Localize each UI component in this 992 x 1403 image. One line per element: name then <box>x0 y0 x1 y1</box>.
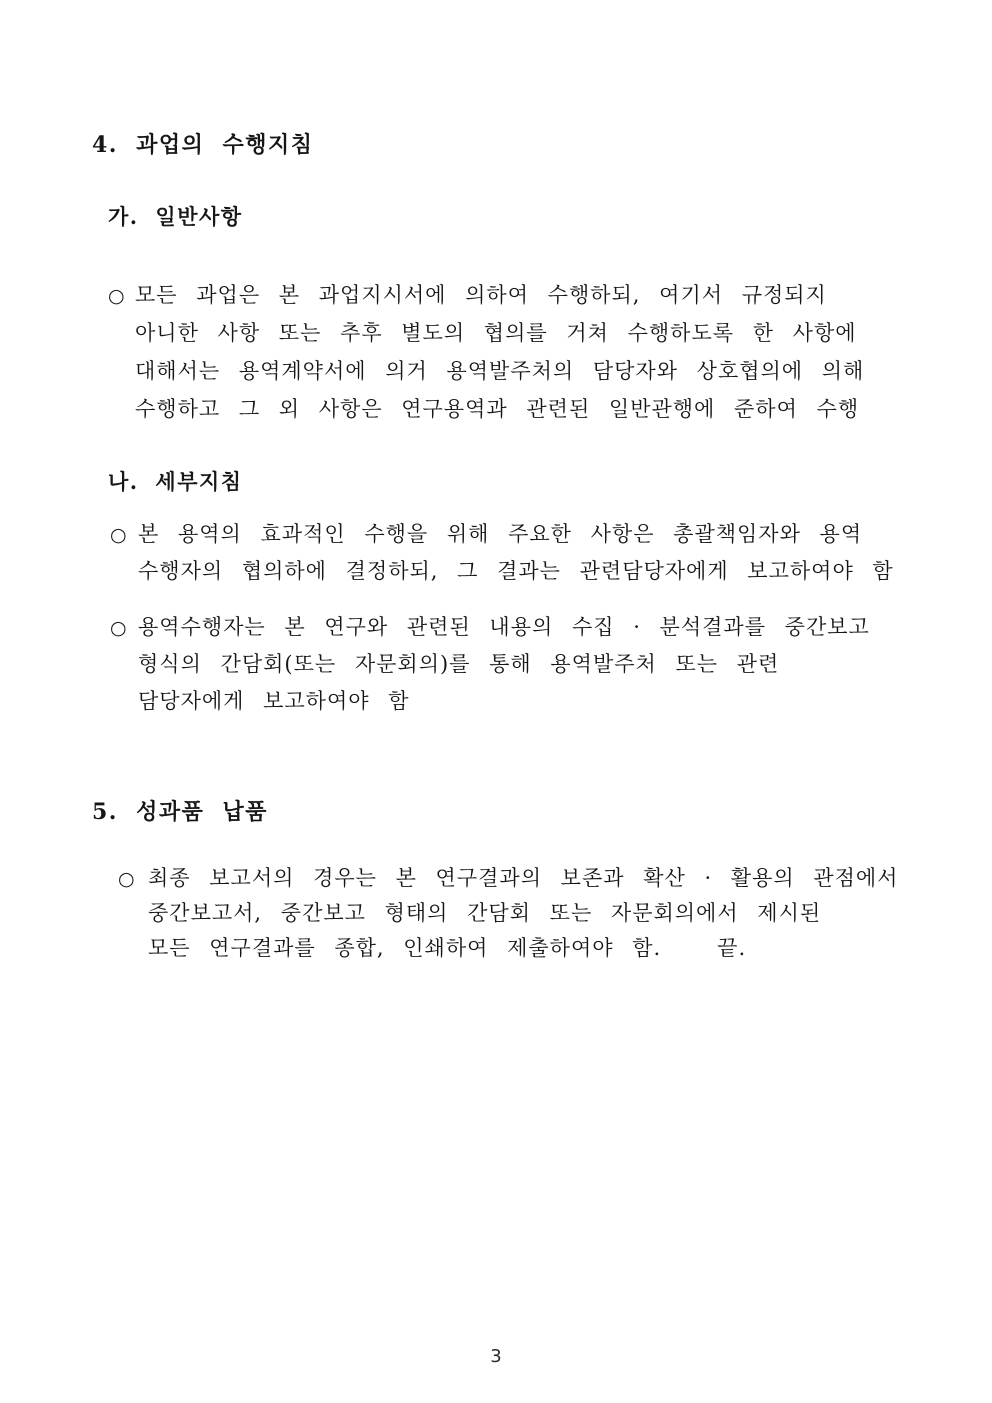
subsection-ga-heading: 가. 일반사항 <box>108 204 243 229</box>
paragraph-line: 아니한 사항 또는 추후 별도의 협의를 거쳐 수행하도록 한 사항에 <box>135 321 857 345</box>
paragraph-line <box>108 276 864 314</box>
detail-items-paragraph-2 <box>110 609 870 720</box>
paragraph-line: 대해서는 용역계약서에 의거 용역발주처의 담당자와 상호협의에 의해 <box>135 359 865 383</box>
paragraph-line <box>110 516 894 553</box>
detail-items-paragraph-1 <box>110 516 894 590</box>
section-4-heading: 4. 과업의 수행지침 <box>92 132 314 158</box>
paragraph-line: 형식의 간담회(또는 자문회의)를 통해 용역발주처 또는 관련 <box>138 652 780 676</box>
general-items-paragraph <box>108 276 864 428</box>
section-5-heading: 5. 성과품 납품 <box>92 799 269 825</box>
paragraph-line-text: 모든 과업은 본 과업지시서에 의하여 수행하되, 여기서 규정되지 <box>135 283 827 307</box>
bullet-circle-icon: ○ <box>118 868 135 890</box>
paragraph-line <box>110 609 870 646</box>
bullet-circle-icon: ○ <box>110 524 127 546</box>
subsection-na-heading: 나. 세부지침 <box>108 469 243 494</box>
paragraph-line-text: 본 용역의 효과적인 수행을 위해 주요한 사항은 총괄책임자와 용역 <box>138 522 863 546</box>
paragraph-line: 담당자에게 보고하여야 함 <box>138 689 410 713</box>
paragraph-line: 모든 연구결과를 종합, 인쇄하여 제출하여야 함. 끝. <box>148 936 747 960</box>
paragraph-line-text: 용역수행자는 본 연구와 관련된 내용의 수집 · 분석결과를 중간보고 <box>138 615 870 639</box>
paragraph-line: 수행하고 그 외 사항은 연구용역과 관련된 일반관행에 준하여 수행 <box>135 397 860 421</box>
page-number: 3 <box>490 1346 502 1367</box>
bullet-circle-icon: ○ <box>108 285 125 307</box>
paragraph-line <box>118 861 898 896</box>
paragraph-line-text: 최종 보고서의 경우는 본 연구결과의 보존과 확산 · 활용의 관점에서 <box>148 866 899 890</box>
deliverables-paragraph <box>118 861 898 966</box>
paragraph-line: 중간보고서, 중간보고 형태의 간담회 또는 자문회의에서 제시된 <box>148 901 822 925</box>
paragraph-line: 수행자의 협의하에 결정하되, 그 결과는 관련담당자에게 보고하여야 함 <box>138 559 894 583</box>
bullet-circle-icon: ○ <box>110 617 127 639</box>
